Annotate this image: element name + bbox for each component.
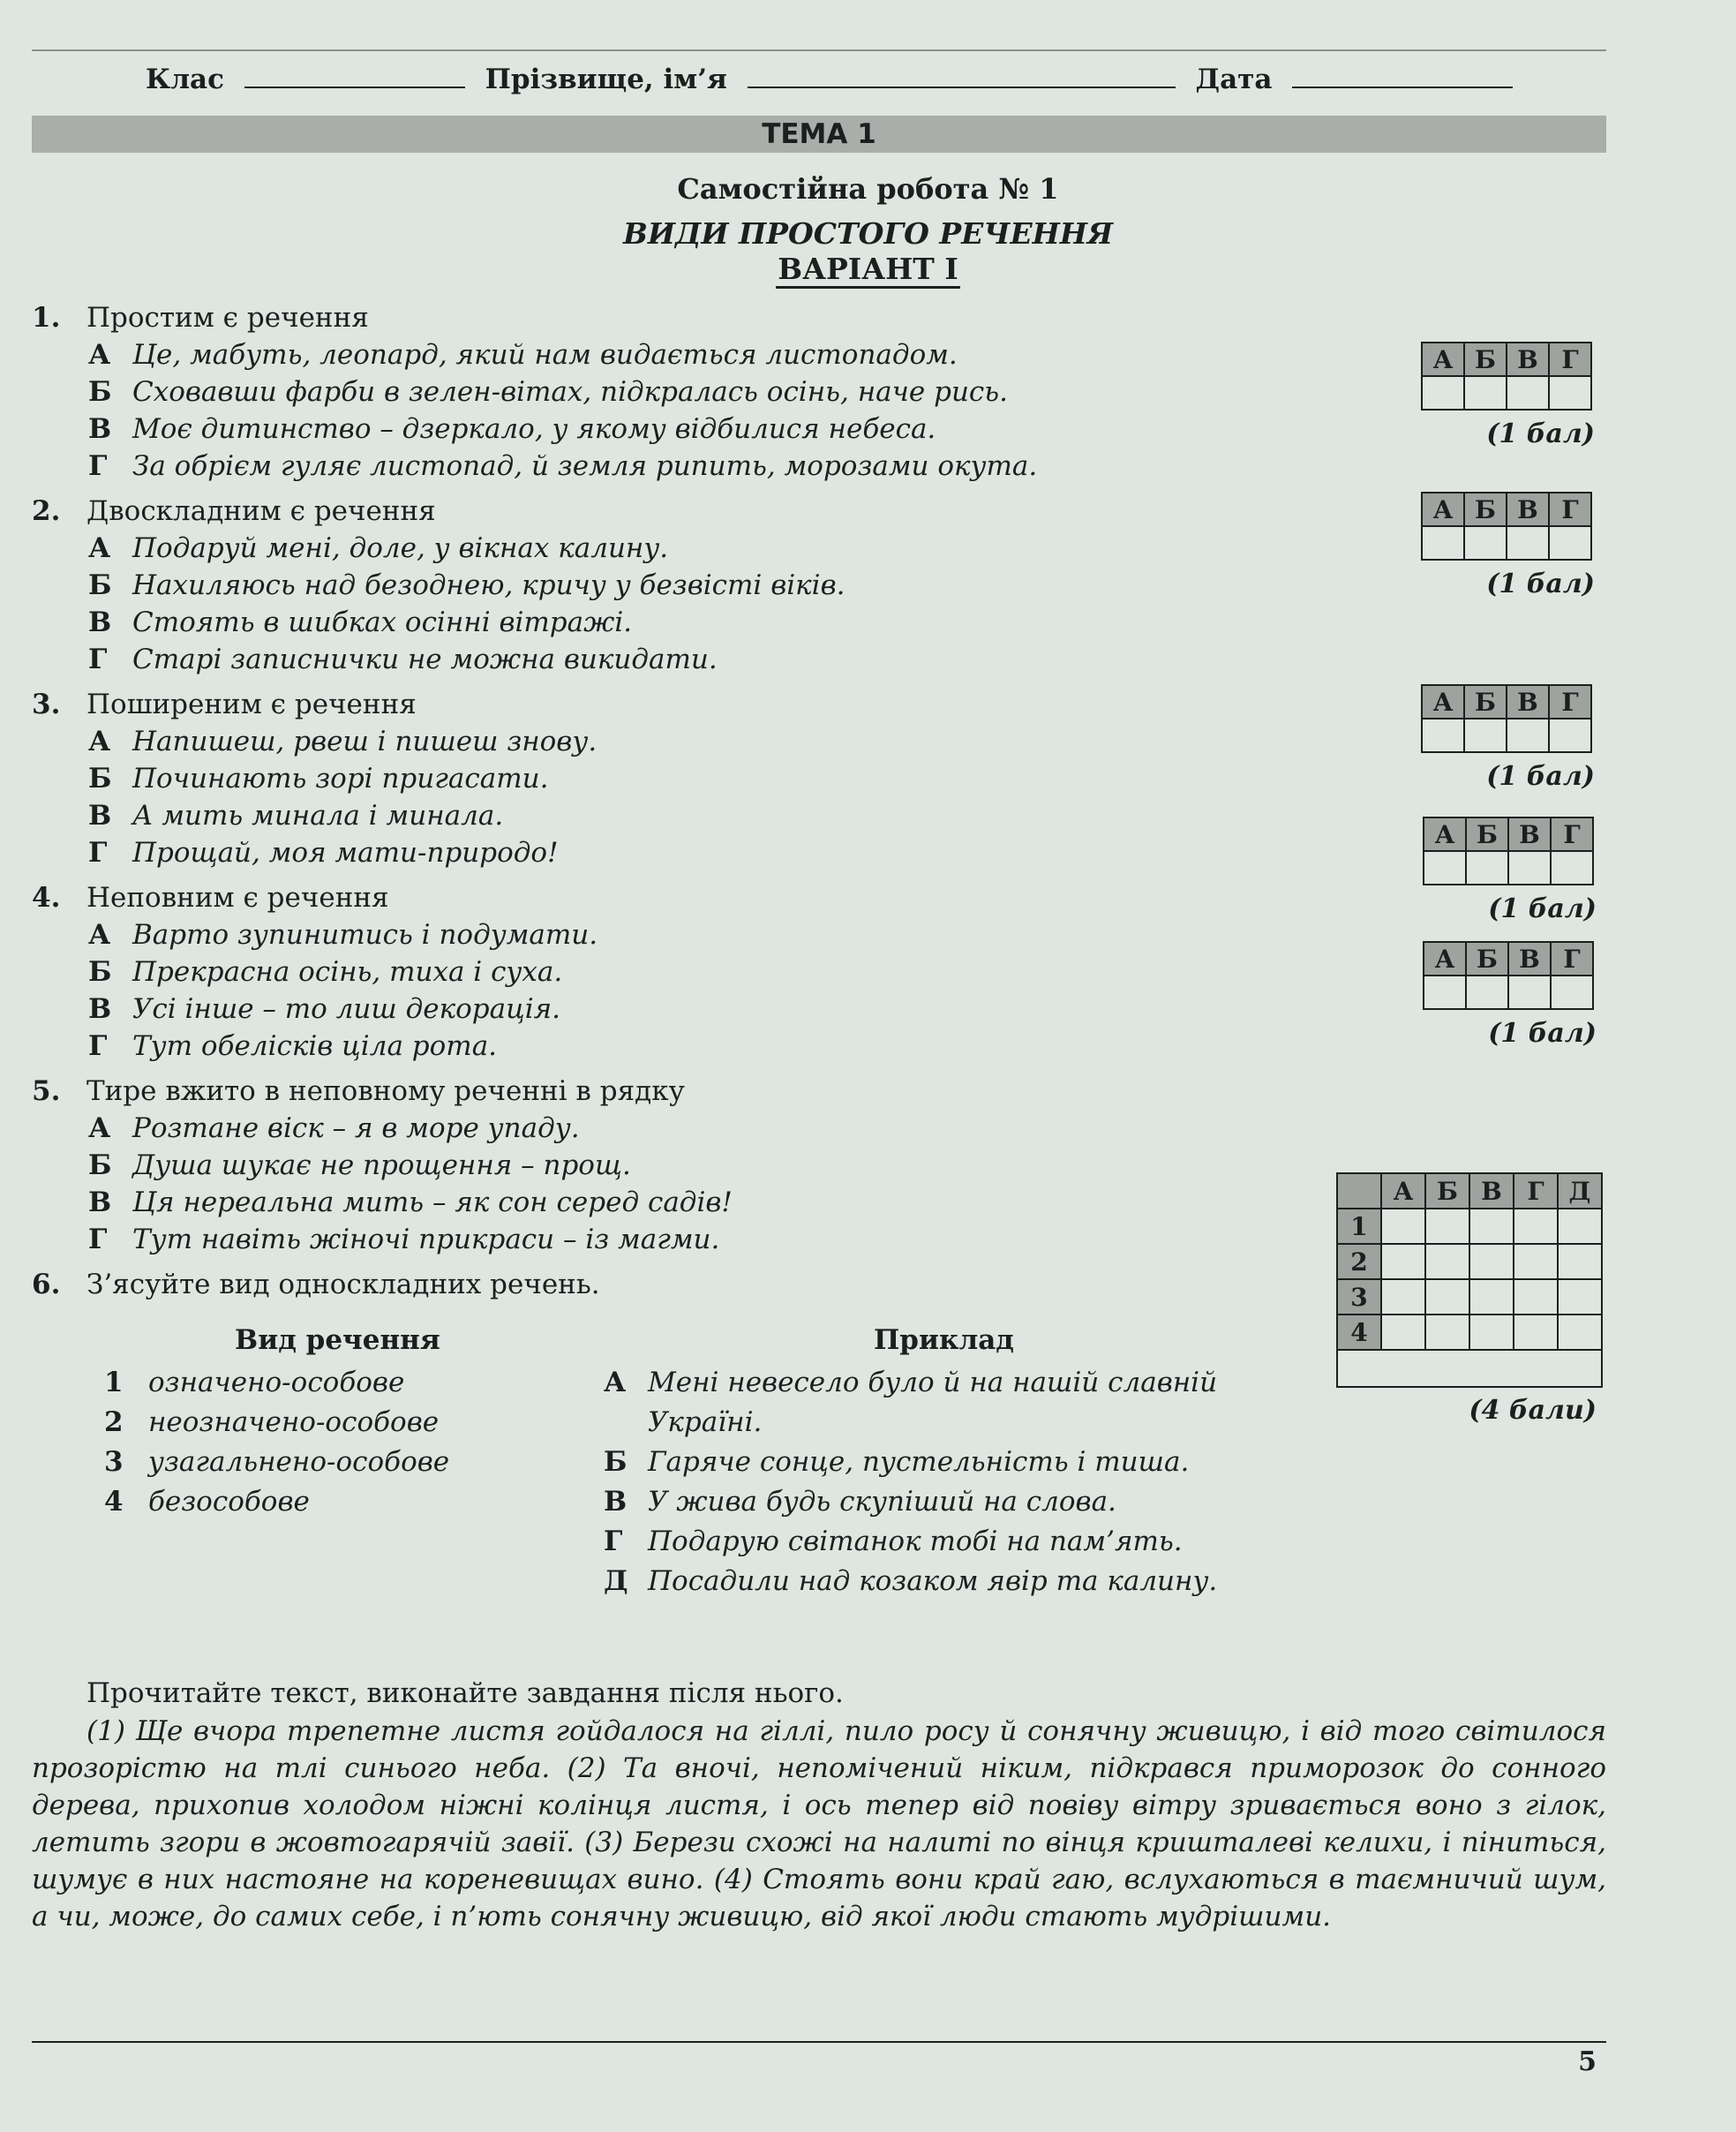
score-6: (4 бали)	[1469, 1395, 1597, 1426]
answer-cell[interactable]	[1422, 526, 1464, 560]
option: Б Нахиляюсь над безоднею, кричу у безвісті віків.	[88, 569, 845, 601]
answer-cell[interactable]	[1422, 376, 1464, 410]
class-label: Клас	[146, 64, 225, 95]
answer-cell[interactable]	[1422, 719, 1464, 752]
match-cell[interactable]	[1558, 1315, 1602, 1350]
match-cell[interactable]	[1425, 1279, 1469, 1315]
class-field[interactable]	[244, 62, 465, 88]
option: Г Прощай, моя мати-природо!	[88, 837, 559, 869]
score-3: (1 бал)	[1486, 761, 1595, 792]
match-cell[interactable]	[1514, 1279, 1558, 1315]
date-label: Дата	[1195, 64, 1273, 95]
score-1: (1 бал)	[1486, 418, 1595, 449]
score-2: (1 бал)	[1486, 569, 1595, 599]
match-cell[interactable]	[1469, 1315, 1514, 1350]
answer-cell[interactable]	[1424, 976, 1466, 1009]
example-item: Б Гаряче сонце, пустельність і тиша.	[604, 1446, 1190, 1478]
match-cell[interactable]	[1514, 1209, 1558, 1244]
type-item: 1 означено-особове	[104, 1367, 405, 1398]
option: В Моє дитинство – дзеркало, у якому відбилися небеса.	[88, 413, 936, 445]
work-title: Самостійна робота № 1	[677, 172, 1059, 206]
answer-cell[interactable]	[1507, 526, 1549, 560]
answer-cell[interactable]	[1424, 851, 1466, 885]
answer-grid-3: А Б В Г	[1421, 684, 1592, 753]
option: А Напишеш, рвеш і пишеш знову.	[88, 726, 597, 757]
match-cell[interactable]	[1469, 1209, 1514, 1244]
question-6: 6. З’ясуйте вид односкладних речень.	[32, 1269, 600, 1300]
option: А Це, мабуть, леопард, який нам видається листопадом.	[88, 339, 958, 371]
student-header	[146, 62, 1523, 95]
answer-grid-5: А Б В Г	[1423, 941, 1594, 1010]
example-item: В У жива будь скупіший на слова.	[604, 1486, 1116, 1518]
topic-title: ВИДИ ПРОСТОГО РЕЧЕННЯ	[622, 216, 1114, 251]
question-4: 4. Неповним є речення	[32, 882, 389, 914]
match-cell[interactable]	[1381, 1315, 1425, 1350]
answer-cell[interactable]	[1508, 851, 1551, 885]
answer-cell[interactable]	[1549, 376, 1591, 410]
answer-cell[interactable]	[1464, 719, 1507, 752]
example-item: Г Подарую світанок тобі на пам’ять.	[604, 1526, 1183, 1557]
answer-cell[interactable]	[1466, 976, 1508, 1009]
match-cell[interactable]	[1469, 1279, 1514, 1315]
option: Г Тут обелісків ціла рота.	[88, 1030, 498, 1062]
answer-cell[interactable]	[1549, 719, 1591, 752]
grid-corner	[1337, 1173, 1381, 1209]
name-label: Прізвище, ім’я	[485, 64, 727, 95]
bottom-rule	[32, 2041, 1606, 2043]
reading-text: (1) Ще вчора трепетне листя гойдалося на гіллі, пило росу й сонячну живицю, і від того світилося прозорістю на тлі синього неба. (2) Та вночі, непомічений ніким, підкрався приморозок до сонного дерева, прихопив холодом ніжні колінця листя, і ось тепер від повіву вітру зривається воно з гілок, летить згори в жовтогарячій завії. (3) Берези схожі на налиті по вінця кришталеві келихи, і піниться, шумує в них настояне на кореневищах вино. (4) Стоять вони край гаю, вслухаються в таємничий шум, а чи, може, до самих себе, і п’ють сонячну живицю, від якої люди стають мудрішими.	[32, 1715, 1606, 1932]
variant-title: ВАРІАНТ І	[0, 252, 1736, 286]
answer-grid-4: А Б В Г	[1423, 817, 1594, 885]
question-5: 5. Тире вжито в неповному реченні в рядку	[32, 1075, 685, 1107]
option: Г Тут навіть жіночі прикраси – із магми.	[88, 1224, 720, 1255]
option: В Стоять в шибках осінні вітражі.	[88, 606, 633, 638]
top-rule	[32, 49, 1606, 51]
answer-cell[interactable]	[1507, 719, 1549, 752]
match-cell[interactable]	[1425, 1244, 1469, 1279]
match-cell[interactable]	[1381, 1244, 1425, 1279]
answer-cell[interactable]	[1466, 851, 1508, 885]
answer-grid-2: А Б В Г	[1421, 492, 1592, 561]
option: А Подаруй мені, доле, у вікнах калину.	[88, 532, 669, 564]
reading-intro: Прочитайте текст, виконайте завдання після нього.	[86, 1677, 844, 1709]
answer-grid-1: А Б В Г	[1421, 342, 1592, 411]
option: В А мить минала і минала.	[88, 800, 504, 832]
theme-banner: ТЕМА 1	[32, 116, 1606, 153]
option: Г За обрієм гуляє листопад, й земля рипить, морозами окута.	[88, 450, 1038, 482]
option: В Ця нереальна мить – як сон серед садів!	[88, 1187, 733, 1218]
option: Б Починають зорі пригасати.	[88, 763, 549, 795]
match-cell[interactable]	[1558, 1209, 1602, 1244]
answer-cell[interactable]	[1464, 376, 1507, 410]
question-1: 1. Простим є речення	[32, 302, 369, 334]
match-cell[interactable]	[1381, 1209, 1425, 1244]
match-cell[interactable]	[1425, 1209, 1469, 1244]
match-cell[interactable]	[1514, 1315, 1558, 1350]
option: А Варто зупинитись і подумати.	[88, 919, 598, 951]
answer-cell[interactable]	[1508, 976, 1551, 1009]
answer-cell[interactable]	[1549, 526, 1591, 560]
match-cell[interactable]	[1558, 1244, 1602, 1279]
option: Б Сховавши фарби в зелен-вітах, підкралась осінь, наче рись.	[88, 376, 1009, 408]
option: Г Старі записнички не можна викидати.	[88, 644, 718, 675]
score-5: (1 бал)	[1488, 1018, 1597, 1049]
name-field[interactable]	[748, 62, 1176, 88]
example-column-title: Приклад	[874, 1324, 1014, 1356]
type-column-title: Вид речення	[235, 1324, 440, 1356]
score-4: (1 бал)	[1488, 893, 1597, 924]
answer-cell[interactable]	[1464, 526, 1507, 560]
page-number: 5	[1578, 2046, 1597, 2077]
match-cell[interactable]	[1558, 1279, 1602, 1315]
match-cell[interactable]	[1469, 1244, 1514, 1279]
answer-cell[interactable]	[1551, 851, 1593, 885]
option: Б Душа шукає не прощення – прощ.	[88, 1149, 631, 1181]
date-field[interactable]	[1292, 62, 1513, 88]
matching-answer-grid: А Б В Г Д 1 2 3 4	[1336, 1172, 1603, 1388]
answer-cell[interactable]	[1551, 976, 1593, 1009]
option: Б Прекрасна осінь, тиха і суха.	[88, 956, 563, 988]
type-item: 4 безособове	[104, 1486, 310, 1518]
type-item: 3 узагальнено-особове	[104, 1446, 450, 1478]
question-3: 3. Поширеним є речення	[32, 689, 417, 720]
match-cell[interactable]	[1514, 1244, 1558, 1279]
option: А Розтане віск – я в море упаду.	[88, 1112, 580, 1144]
option: В Усі інше – то лиш декорація.	[88, 993, 561, 1025]
type-item: 2 неозначено-особове	[104, 1406, 440, 1438]
question-2: 2. Двоскладним є речення	[32, 495, 436, 527]
match-cell[interactable]	[1381, 1279, 1425, 1315]
match-cell[interactable]	[1425, 1315, 1469, 1350]
example-item: А Мені невесело було й на нашій славній	[604, 1367, 1218, 1398]
answer-cell[interactable]	[1507, 376, 1549, 410]
example-item: Д Посадили над козаком явір та калину.	[604, 1565, 1218, 1597]
example-item-continued: Україні.	[648, 1406, 763, 1438]
match-total-cell[interactable]	[1337, 1350, 1602, 1387]
